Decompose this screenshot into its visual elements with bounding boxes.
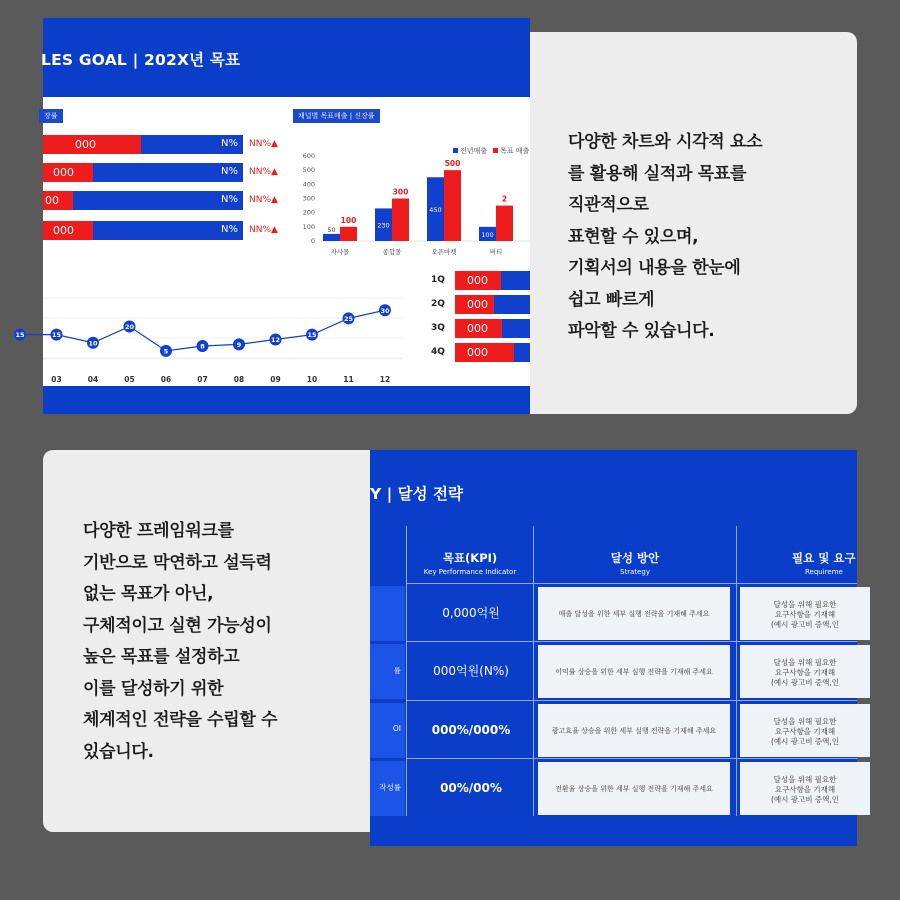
kpi-value: 00%/00% (440, 781, 502, 795)
bar-data-label: 50 (327, 225, 336, 234)
requirement-line: (예시 광고비 증액,인 (770, 737, 840, 746)
point-label: 15 (51, 331, 62, 340)
growth-section-tag: 장률 (39, 109, 63, 123)
chart-description-text (568, 127, 762, 348)
row-category-label: OI (392, 724, 401, 733)
slide-header (43, 18, 530, 97)
strategy-cell: 이익률 상승을 위한 세부 실행 전략을 기재해 주세요 (538, 645, 730, 698)
channel-bar-chart (293, 126, 530, 256)
growth-bar-rate: NN%▲ (249, 139, 278, 149)
y-tick-label: 200 (302, 208, 315, 217)
description-line: 없는 목표가 아닌, (83, 584, 214, 604)
quarter-bar-value: 000 (467, 322, 488, 335)
requirement-line: 달성을 위해 필요한 (773, 600, 837, 609)
y-tick-label: 300 (302, 194, 315, 203)
quarter-label: 3Q (431, 323, 445, 333)
requirement-line: 달성을 위해 필요한 (773, 658, 837, 667)
description-line: 이를 달성하기 위한 (83, 678, 224, 699)
growth-bar-rate: NN%▲ (249, 195, 278, 205)
requirement-cell (740, 645, 870, 698)
requirement-line: 요구사항을 기재해 (774, 610, 836, 619)
strategy-cell: 전환율 상승을 위한 세부 실행 전략을 기재해 주세요 (538, 762, 730, 815)
quarter-label: 2Q (431, 299, 445, 309)
kpi-value: 000억원(N%) (433, 664, 509, 678)
requirement-line: 달성을 위해 필요한 (773, 775, 837, 784)
description-line: 있습니다. (83, 741, 154, 762)
point-label: 9 (236, 340, 242, 349)
description-line: 다양한 차트와 시각적 요소 (568, 132, 763, 152)
row-category-label: 률 (393, 666, 401, 675)
legend-swatch (453, 148, 458, 153)
requirement-line: 요구사항을 기재해 (774, 785, 836, 794)
x-tick-label: 12 (379, 375, 391, 384)
y-tick-label: 600 (302, 152, 315, 160)
x-tick-label: 04 (87, 375, 99, 384)
x-tick-label: 오픈마켓 (431, 248, 457, 256)
bar-data-label: 300 (392, 187, 409, 197)
point-label: 15 (15, 331, 25, 340)
point-label: 5 (163, 347, 169, 356)
x-tick-label: 버티 (489, 248, 503, 256)
row-divider (406, 700, 857, 701)
y-tick-label: 500 (302, 166, 315, 175)
strategy-cell: 광고효율 상승을 위한 세부 실행 전략을 기재해 주세요 (538, 704, 730, 757)
row-category-tab (370, 586, 405, 641)
bar-data-label: 500 (444, 159, 461, 169)
requirement-line: (예시 광고비 증액,인 (770, 620, 840, 629)
description-line: 직관적으로 (568, 195, 649, 215)
quarter-bar (455, 295, 530, 314)
x-tick-label: 자사몰 (330, 248, 350, 256)
growth-bar (43, 163, 243, 182)
description-line: 기획서의 내용을 한눈에 (568, 258, 741, 278)
point-label: 10 (88, 339, 98, 348)
growth-bar-value: 000 (75, 138, 96, 151)
requirement-cell (740, 762, 870, 815)
column-header-kpi: 목표(KPI) Key Performance Indicator (423, 551, 517, 576)
y-tick-label: 100 (302, 222, 315, 231)
quarter-bar (455, 343, 530, 362)
growth-bar (43, 221, 243, 240)
strategy-description-card (43, 450, 370, 832)
kpi-value: 0,000억원 (442, 606, 500, 620)
point-label: 8 (200, 342, 205, 351)
x-tick-label: 09 (270, 375, 281, 384)
column-header-requirement: 필요 및 요구 Requireme (792, 551, 856, 576)
row-divider (406, 641, 857, 642)
description-line: 다양한 프레임워크를 (83, 521, 234, 541)
sales-goal-slide (15, 18, 530, 414)
bar-data-label: 100 (340, 215, 357, 225)
bar-data-label: 100 (481, 230, 494, 239)
requirement-line: (예시 광고비 증액,인 (770, 678, 840, 687)
point-label: 15 (307, 331, 317, 340)
legend-label: 전년매출 (460, 147, 488, 155)
slide-title: Y | 달성 전략 (370, 485, 463, 503)
bar-data-label: 2 (501, 194, 508, 204)
kpi-value: 000%/000% (431, 723, 511, 737)
growth-bar-share: N% (221, 166, 238, 177)
x-tick-label: 10 (306, 375, 318, 384)
column-header-strategy: 달성 방안 Strategy (610, 551, 660, 576)
chart-description-card (530, 32, 857, 414)
requirement-line: 요구사항을 기재해 (774, 727, 836, 736)
growth-bar (43, 191, 243, 210)
strategy-description-text (83, 516, 277, 768)
x-tick-label: 03 (51, 375, 62, 384)
monthly-line-chart (15, 263, 403, 384)
x-tick-label: 11 (343, 375, 354, 384)
bar (323, 234, 340, 241)
growth-bar-share: N% (221, 194, 238, 205)
growth-bar-value: 00 (45, 194, 59, 207)
growth-bar-value: 000 (53, 224, 74, 237)
row-category-tab (370, 644, 405, 699)
bar (496, 206, 513, 241)
quarter-bar (455, 271, 530, 290)
description-line: 쉽고 빠르게 (568, 289, 655, 310)
growth-bar-share: N% (221, 224, 238, 235)
description-line: 구체적이고 실현 가능성이 (83, 615, 272, 636)
point-label: 30 (380, 306, 390, 315)
bar-data-label: 230 (377, 221, 390, 230)
slide-footer (43, 386, 530, 414)
description-line: 를 활용해 실적과 목표를 (568, 163, 747, 184)
row-category-tab (370, 703, 405, 758)
growth-bar-rate: NN%▲ (249, 167, 278, 177)
channel-chart-tag: 채널별 목표매출 | 신장률 (293, 109, 380, 123)
quarter-bar (455, 319, 530, 338)
description-line: 표현할 수 있으며, (568, 226, 699, 247)
growth-bar-rate: NN%▲ (249, 225, 278, 235)
legend-label: 목표 매출 (500, 147, 530, 155)
bar-data-label: 450 (429, 206, 442, 215)
row-divider (406, 758, 857, 759)
column-divider (736, 526, 737, 816)
growth-bar-value: 000 (53, 166, 74, 179)
quarter-bar-value: 000 (467, 274, 488, 287)
quarter-label: 1Q (431, 275, 445, 285)
description-line: 높은 목표를 설정하고 (83, 647, 240, 667)
x-tick-label: 05 (124, 375, 135, 384)
x-tick-label: 07 (197, 375, 208, 384)
legend-swatch (493, 148, 498, 153)
growth-bar (43, 135, 243, 154)
slide-title: LES GOAL | 202X년 목표 (41, 51, 241, 69)
point-label: 12 (270, 336, 281, 344)
row-category-label: 작성률 (379, 783, 401, 792)
point-label: 20 (124, 323, 135, 331)
quarter-label: 4Q (431, 347, 445, 357)
strategy-slide (370, 450, 857, 846)
requirement-line: 요구사항을 기재해 (774, 668, 836, 677)
growth-bar-share: N% (221, 138, 238, 149)
x-tick-label: 종합몰 (382, 248, 402, 256)
description-line: 체계적인 전략을 수립할 수 (83, 710, 278, 730)
row-divider (406, 583, 857, 584)
requirement-line: (예시 광고비 증액,인 (770, 795, 840, 804)
point-label: 25 (343, 314, 354, 323)
row-category-tab (370, 761, 405, 816)
requirement-cell (740, 704, 870, 757)
y-tick-label: 400 (302, 180, 315, 189)
requirement-line: 달성을 위해 필요한 (773, 717, 837, 726)
bar (392, 199, 409, 242)
requirement-cell (740, 587, 870, 640)
y-tick-label: 0 (310, 237, 315, 245)
quarter-bar-value: 000 (467, 298, 488, 311)
bar (340, 227, 357, 241)
quarter-bar-value: 000 (467, 346, 488, 359)
strategy-cell: 매출 달성을 위한 세부 실행 전략을 기재해 주세요 (538, 587, 730, 640)
description-line: 기반으로 막연하고 설득력 (83, 552, 272, 573)
description-line: 파악할 수 있습니다. (568, 321, 715, 341)
x-tick-label: 06 (160, 375, 172, 384)
bar (444, 170, 461, 241)
x-tick-label: 08 (233, 375, 245, 384)
